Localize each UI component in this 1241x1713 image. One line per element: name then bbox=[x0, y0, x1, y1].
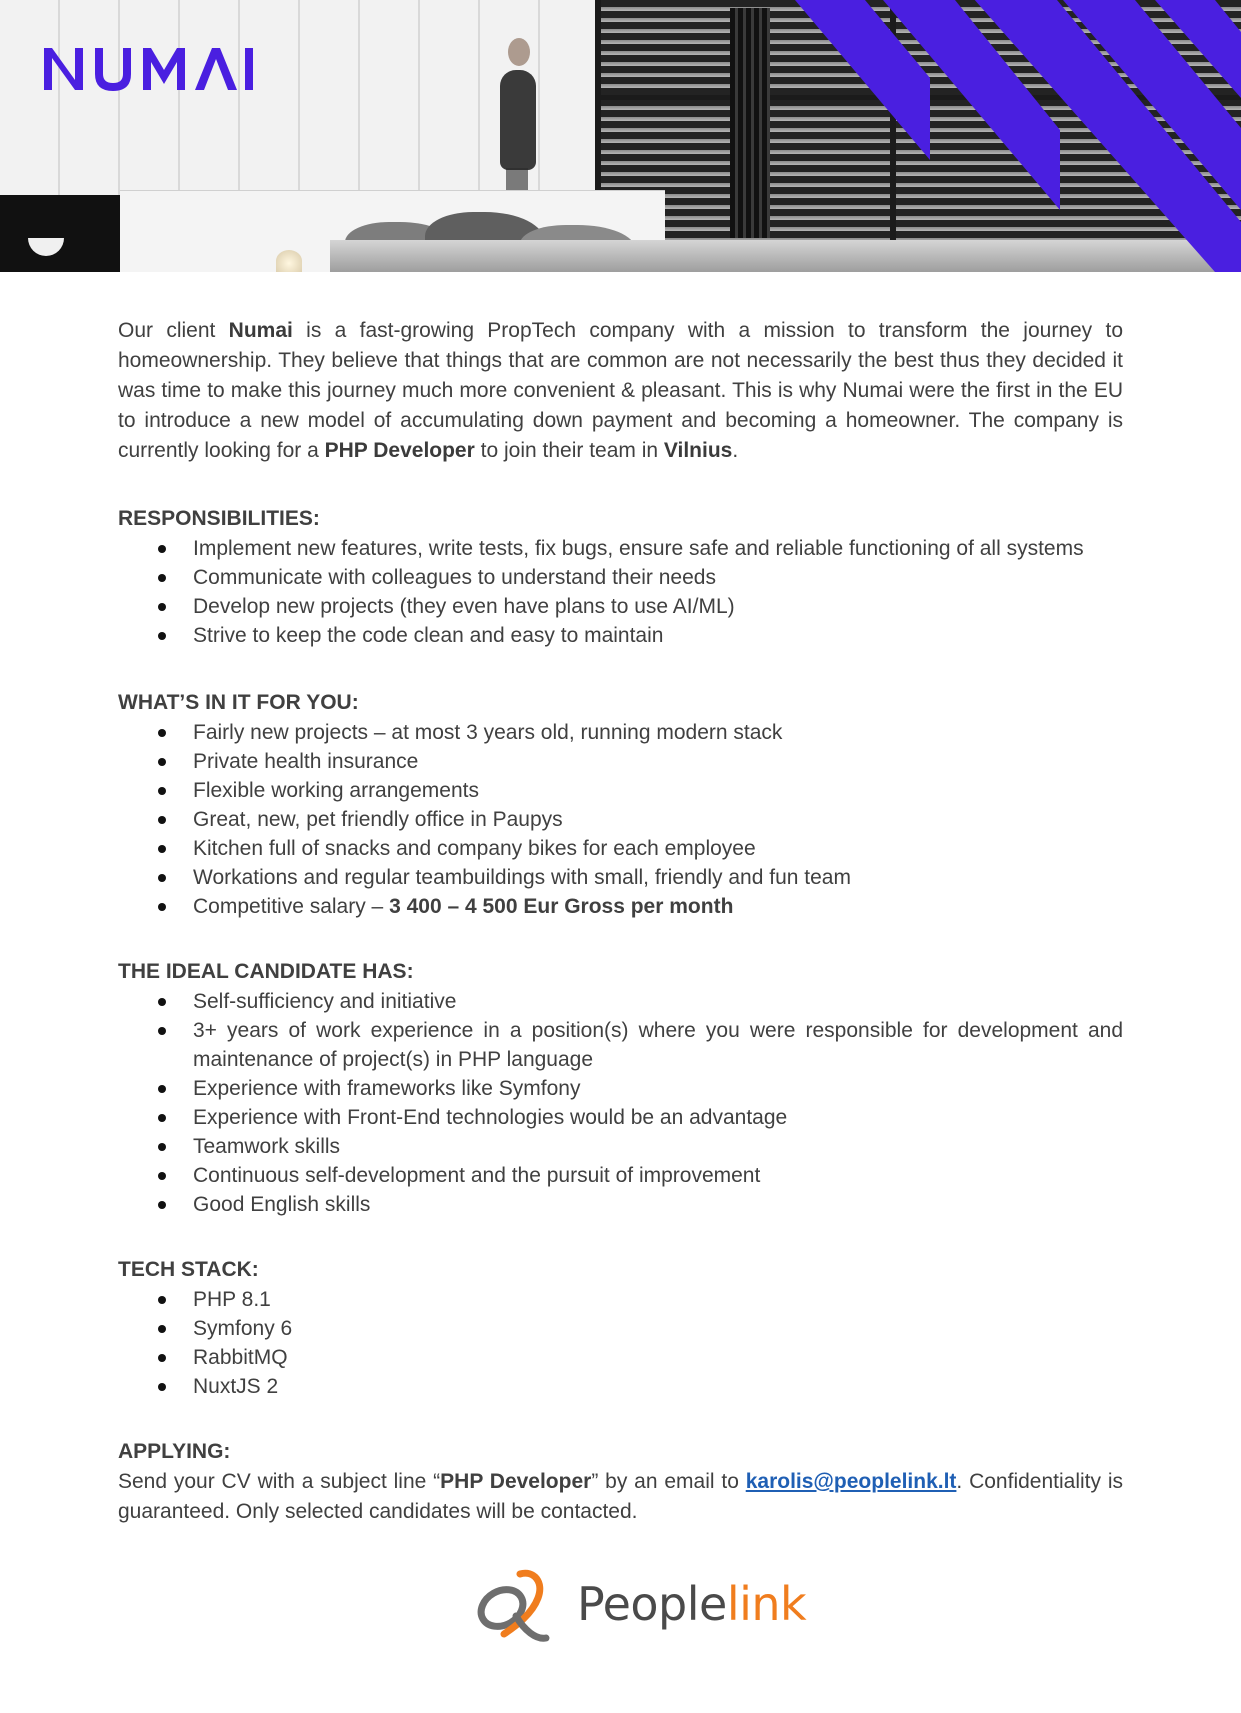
applying-text-3: . Confidentiality is guaranteed. Only selected candidates will be contacted. bbox=[118, 1470, 1123, 1523]
radiator bbox=[730, 8, 770, 238]
city-name: Vilnius bbox=[663, 439, 733, 462]
bullet-icon bbox=[158, 845, 166, 853]
lamp bbox=[276, 250, 302, 272]
list-item bbox=[118, 621, 1123, 650]
tech-stack-title: TECH STACK: bbox=[118, 1258, 259, 1281]
list-item bbox=[118, 534, 1123, 563]
applying-text bbox=[118, 1467, 1123, 1527]
bullet-icon bbox=[158, 1114, 166, 1122]
bullet-icon bbox=[158, 758, 166, 766]
responsibilities-title: RESPONSIBILITIES: bbox=[118, 507, 320, 530]
list-item bbox=[118, 1285, 1123, 1314]
list-item-text: NuxtJS 2 bbox=[193, 1375, 279, 1398]
bullet-icon bbox=[158, 1325, 166, 1333]
list-item bbox=[118, 1161, 1123, 1190]
list-item bbox=[118, 1103, 1123, 1132]
bullet-icon bbox=[158, 1085, 166, 1093]
candidate-section bbox=[118, 957, 1123, 1219]
list-item bbox=[118, 1372, 1123, 1401]
list-item bbox=[118, 987, 1123, 1016]
numai-logo-mark bbox=[42, 44, 257, 92]
applying-title: APPLYING: bbox=[118, 1440, 231, 1463]
bullet-icon bbox=[158, 1354, 166, 1362]
list-item-text: Flexible working arrangements bbox=[193, 779, 479, 802]
person-head bbox=[508, 38, 530, 66]
salary-label: Competitive salary – bbox=[193, 895, 390, 918]
applying-text-2: ” by an email to bbox=[591, 1470, 746, 1493]
bullet-icon bbox=[158, 998, 166, 1006]
list-item-text: Self-sufficiency and initiative bbox=[193, 990, 457, 1013]
header-banner bbox=[0, 0, 1241, 272]
list-item bbox=[118, 776, 1123, 805]
list-item-text: Fairly new projects – at most 3 years old, running modern stack bbox=[193, 721, 783, 744]
person-body bbox=[500, 70, 536, 170]
bullet-icon bbox=[158, 1172, 166, 1180]
list-item-text: Good English skills bbox=[193, 1193, 371, 1216]
company-name: Numai bbox=[228, 319, 293, 342]
bullet-icon bbox=[158, 729, 166, 737]
shelf bbox=[0, 195, 120, 272]
list-item-text: Experience with Front-End technologies would be an advantage bbox=[193, 1106, 788, 1129]
list-item bbox=[118, 1074, 1123, 1103]
bullet-icon bbox=[158, 632, 166, 640]
benefits-section bbox=[118, 688, 1123, 921]
subject-line: PHP Developer bbox=[440, 1470, 592, 1493]
list-item-text: Implement new features, write tests, fix bugs, ensure safe and reliable functioning of all systems bbox=[193, 537, 1084, 560]
list-item-text: Private health insurance bbox=[193, 750, 419, 773]
bullet-icon bbox=[158, 1027, 166, 1035]
candidate-title: THE IDEAL CANDIDATE HAS: bbox=[118, 960, 414, 983]
responsibilities-section bbox=[118, 504, 1123, 650]
numai-logo bbox=[42, 44, 257, 92]
bullet-icon bbox=[158, 1296, 166, 1304]
bullet-icon bbox=[158, 787, 166, 795]
list-item bbox=[118, 563, 1123, 592]
job-description bbox=[118, 316, 1123, 1527]
list-item-text: Strive to keep the code clean and easy to maintain bbox=[193, 624, 664, 647]
email-link[interactable]: karolis@peoplelink.lt bbox=[745, 1470, 957, 1493]
brand-stripes bbox=[795, 0, 1241, 272]
list-item bbox=[118, 834, 1123, 863]
list-item-text: Experience with frameworks like Symfony bbox=[193, 1077, 581, 1100]
list-item bbox=[118, 1343, 1123, 1372]
bullet-icon bbox=[158, 1143, 166, 1151]
list-item bbox=[118, 592, 1123, 621]
applying-section bbox=[118, 1437, 1123, 1527]
peoplelink-wordmark bbox=[577, 1576, 806, 1632]
tech-stack-list bbox=[118, 1285, 1123, 1401]
list-item-text: Continuous self-development and the pursuit of improvement bbox=[193, 1164, 761, 1187]
list-item-text: Teamwork skills bbox=[193, 1135, 341, 1158]
bullet-icon bbox=[158, 1201, 166, 1209]
peoplelink-logo bbox=[472, 1564, 812, 1646]
benefits-list bbox=[118, 718, 1123, 921]
list-item bbox=[118, 1190, 1123, 1219]
intro-text-4: . bbox=[732, 439, 739, 462]
applying-text-1: Send your CV with a subject line “ bbox=[118, 1470, 441, 1493]
intro-text-2: is a fast-growing PropTech company with a mission to transform the journey to homeownership. They believe that things that are common are not necessarily the best thus they decided it was time to make this journey much more convenient & pleasant. This is why Numai were the first in the EU to introduce a new model of accumulating down payment and becoming a homeowner. The company is currently looking for a bbox=[118, 319, 1123, 462]
bullet-icon bbox=[158, 545, 166, 553]
list-item-text: Workations and regular teambuildings with small, friendly and fun team bbox=[193, 866, 851, 889]
candidate-list bbox=[118, 987, 1123, 1219]
salary-item bbox=[118, 892, 1123, 921]
list-item-text: 3+ years of work experience in a position(s) where you were responsible for development and maintenance of project(s) in PHP language bbox=[193, 1019, 1123, 1071]
responsibilities-list bbox=[118, 534, 1123, 650]
role-name: PHP Developer bbox=[324, 439, 475, 462]
logo-people: People bbox=[577, 1577, 727, 1631]
list-item bbox=[118, 1016, 1123, 1074]
tech-stack-section bbox=[118, 1255, 1123, 1401]
bullet-icon bbox=[158, 603, 166, 611]
list-item-text: Great, new, pet friendly office in Paupys bbox=[193, 808, 563, 831]
list-item bbox=[118, 718, 1123, 747]
intro-text-3: to join their team in bbox=[474, 439, 664, 462]
logo-link: link bbox=[726, 1577, 807, 1631]
intro-paragraph bbox=[118, 316, 1123, 466]
list-item bbox=[118, 1132, 1123, 1161]
bullet-icon bbox=[158, 1383, 166, 1391]
benefits-title: WHAT’S IN IT FOR YOU: bbox=[118, 691, 359, 714]
list-item-text: Symfony 6 bbox=[193, 1317, 293, 1340]
list-item-text: Communicate with colleagues to understand their needs bbox=[193, 566, 716, 589]
bullet-icon bbox=[158, 903, 166, 911]
salary-value: 3 400 – 4 500 Eur Gross per month bbox=[389, 895, 734, 918]
list-item-text: Develop new projects (they even have plans to use AI/ML) bbox=[193, 595, 735, 618]
list-item-text: RabbitMQ bbox=[193, 1346, 288, 1369]
list-item-text: Kitchen full of snacks and company bikes for each employee bbox=[193, 837, 756, 860]
list-item bbox=[118, 1314, 1123, 1343]
list-item-text: PHP 8.1 bbox=[193, 1288, 271, 1311]
peoplelink-mark-icon bbox=[472, 1564, 552, 1646]
list-item bbox=[118, 805, 1123, 834]
intro-text-1: Our client bbox=[118, 319, 229, 342]
bullet-icon bbox=[158, 816, 166, 824]
bullet-icon bbox=[158, 574, 166, 582]
list-item bbox=[118, 863, 1123, 892]
list-item bbox=[118, 747, 1123, 776]
bullet-icon bbox=[158, 874, 166, 882]
